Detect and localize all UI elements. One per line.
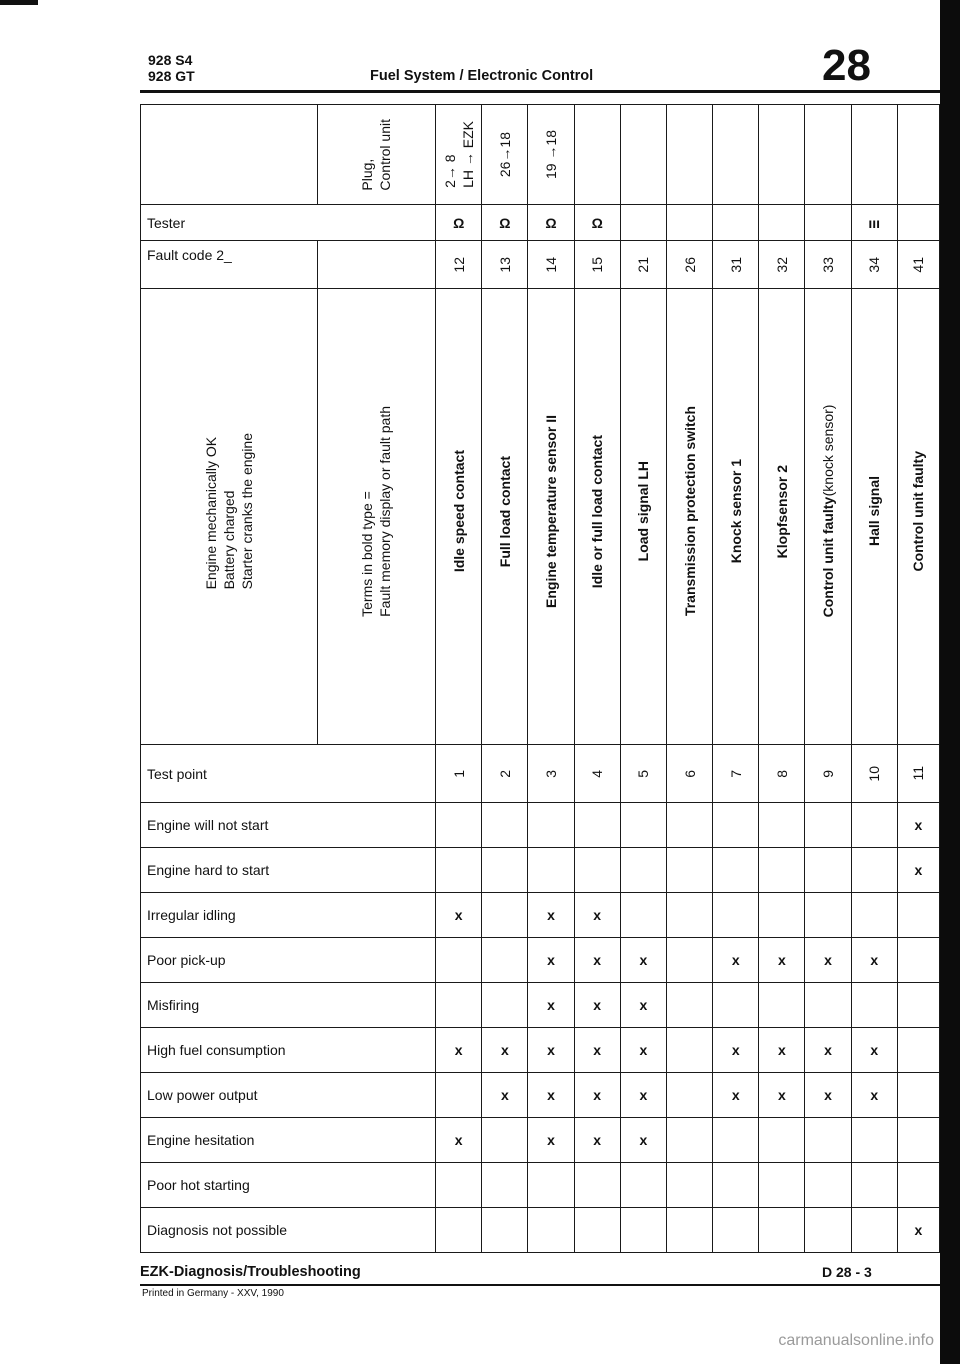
plug-value-cell: [759, 105, 805, 205]
symptom-mark: [436, 983, 482, 1028]
symptom-mark: [666, 983, 712, 1028]
fault-code-cell: [851, 241, 897, 289]
test-point-wrap: [667, 770, 712, 778]
symptom-label: Engine will not start: [141, 803, 436, 848]
component-name-wrap: [713, 459, 758, 573]
symptom-mark: x: [574, 983, 620, 1028]
plug-value-wrap: [436, 121, 481, 188]
component-name: Load signal LH: [635, 461, 652, 562]
symptom-mark: [713, 1163, 759, 1208]
symptom-mark: x: [759, 1073, 805, 1118]
symptom-mark: x: [528, 1028, 574, 1073]
component-cell: [574, 289, 620, 745]
symptom-mark: [851, 848, 897, 893]
tester-mark: Ω: [574, 205, 620, 241]
symptom-mark: x: [528, 893, 574, 938]
plug-value-cell: [666, 105, 712, 205]
symptom-mark: [851, 1118, 897, 1163]
tester-mark: [713, 205, 759, 241]
plug-label-cell: [317, 105, 435, 205]
symptom-mark: [713, 1118, 759, 1163]
symptom-mark: [666, 1028, 712, 1073]
symptom-label: Diagnosis not possible: [141, 1208, 436, 1253]
symptom-mark: [713, 1208, 759, 1253]
symptom-mark: x: [759, 938, 805, 983]
page-number: D 28 - 3: [822, 1264, 872, 1280]
test-point-row: [141, 745, 940, 803]
symptom-mark: [666, 1118, 712, 1163]
component-name: Control unit faulty: [910, 451, 927, 572]
symptom-row: [141, 1163, 940, 1208]
plug-value-cell: [574, 105, 620, 205]
terms-note-cell: [317, 289, 435, 745]
preconditions-text: Engine mechanically OK Battery charged Starter cranks the engine: [202, 433, 255, 590]
component-name-wrap: [805, 405, 850, 627]
test-point: 2: [496, 769, 513, 778]
symptom-label: Low power output: [141, 1073, 436, 1118]
preconditions-text-wrap: [141, 433, 317, 599]
test-point-cell: [897, 745, 939, 803]
symptom-mark: [436, 1163, 482, 1208]
symptom-row: [141, 1073, 940, 1118]
plug-label: Plug, Control unit: [359, 118, 394, 191]
component-cell: [851, 289, 897, 745]
model-line-2: 928 GT: [148, 68, 195, 84]
fault-code: 21: [635, 256, 652, 273]
component-cell: [666, 289, 712, 745]
test-point-cell: [528, 745, 574, 803]
symptom-mark: [805, 1118, 851, 1163]
symptom-mark: x: [574, 938, 620, 983]
fault-code-cell: [713, 241, 759, 289]
fault-code: 26: [681, 256, 698, 273]
symptom-mark: [805, 893, 851, 938]
symptom-row: [141, 848, 940, 893]
fault-code-cell: [528, 241, 574, 289]
symptom-mark: x: [713, 938, 759, 983]
terms-note-text-wrap: [318, 406, 435, 627]
test-point-wrap: [713, 770, 758, 778]
component-name-wrap: [759, 465, 804, 568]
symptom-mark: x: [528, 983, 574, 1028]
test-point: 7: [727, 769, 744, 778]
tester-mark: [759, 205, 805, 241]
tester-mark: [805, 205, 851, 241]
symptom-mark: [620, 1163, 666, 1208]
symptom-mark: x: [436, 893, 482, 938]
test-point-cell: [666, 745, 712, 803]
terms-note-text: Terms in bold type = Fault memory display or fault path: [359, 406, 394, 617]
test-point-cell: [851, 745, 897, 803]
page-title: Fuel System / Electronic Control: [370, 68, 594, 84]
test-point-wrap: [575, 770, 620, 778]
symptom-mark: [805, 983, 851, 1028]
symptom-mark: x: [897, 803, 939, 848]
component-suffix: (knock sensor): [820, 405, 837, 498]
plug-value-cell: [620, 105, 666, 205]
symptom-mark: [897, 1118, 939, 1163]
corner-mark: [0, 0, 38, 5]
plug-row: [141, 105, 940, 205]
symptom-mark: x: [482, 1073, 528, 1118]
symptom-mark: [528, 803, 574, 848]
symptom-mark: x: [436, 1028, 482, 1073]
component-name: Full load contact: [496, 455, 513, 568]
symptom-mark: [759, 1163, 805, 1208]
component-name-wrap: [667, 406, 712, 626]
tester-mark: [620, 205, 666, 241]
symptom-mark: [482, 1163, 528, 1208]
fault-code-wrap: [898, 257, 939, 273]
tester-label: Tester: [141, 205, 436, 241]
symptom-mark: [436, 848, 482, 893]
symptom-mark: [666, 1073, 712, 1118]
symptom-mark: [436, 1073, 482, 1118]
symptom-mark: [482, 848, 528, 893]
print-note: Printed in Germany - XXV, 1990: [142, 1288, 284, 1299]
symptom-mark: x: [805, 1028, 851, 1073]
fault-code-cell: [574, 241, 620, 289]
component-cell: [620, 289, 666, 745]
fault-code-wrap: [621, 257, 666, 273]
symptom-mark: x: [620, 1118, 666, 1163]
symptom-mark: [713, 848, 759, 893]
test-point-wrap: [805, 770, 850, 778]
symptom-mark: [666, 893, 712, 938]
test-point-cell: [574, 745, 620, 803]
symptom-mark: [851, 983, 897, 1028]
fault-code: 34: [866, 256, 883, 273]
symptom-mark: [482, 1208, 528, 1253]
symptom-mark: [482, 1118, 528, 1163]
symptom-mark: [666, 1208, 712, 1253]
symptom-mark: x: [851, 938, 897, 983]
tester-mark: Ω: [528, 205, 574, 241]
symptom-mark: [436, 1208, 482, 1253]
plug-value: 26→18: [496, 131, 513, 178]
symptom-mark: [482, 938, 528, 983]
symptom-row: [141, 983, 940, 1028]
symptom-mark: x: [436, 1118, 482, 1163]
symptom-mark: x: [805, 938, 851, 983]
symptom-mark: [851, 1163, 897, 1208]
symptom-mark: x: [759, 1028, 805, 1073]
symptom-mark: x: [574, 893, 620, 938]
fault-code-wrap: [852, 257, 897, 273]
symptom-mark: x: [620, 983, 666, 1028]
symptom-mark: [851, 1208, 897, 1253]
fault-code-label: Fault code 2_: [141, 241, 318, 289]
symptom-mark: [897, 983, 939, 1028]
symptom-mark: [574, 1208, 620, 1253]
symptom-mark: x: [620, 1028, 666, 1073]
symptom-mark: x: [713, 1073, 759, 1118]
symptom-row: [141, 1208, 940, 1253]
test-point-wrap: [436, 770, 481, 778]
tester-mark: Ω: [436, 205, 482, 241]
fault-code: 33: [820, 256, 837, 273]
component-name: Idle speed contact: [450, 450, 467, 573]
symptom-mark: x: [713, 1028, 759, 1073]
fault-code-cell: [805, 241, 851, 289]
test-point-cell: [482, 745, 528, 803]
symptom-mark: [805, 1208, 851, 1253]
fault-code-wrap: [713, 257, 758, 273]
symptom-mark: [528, 1208, 574, 1253]
tester-row: [141, 205, 940, 241]
symptom-mark: [620, 803, 666, 848]
symptom-mark: [805, 803, 851, 848]
symptom-mark: [897, 938, 939, 983]
fault-code-wrap: [436, 257, 481, 273]
plug-value-wrap: [482, 132, 527, 177]
test-point-wrap: [759, 770, 804, 778]
component-name-wrap: [898, 451, 939, 582]
test-point: 4: [589, 769, 606, 778]
symptom-mark: [759, 848, 805, 893]
symptom-mark: [851, 893, 897, 938]
test-point: 5: [635, 769, 652, 778]
plug-value-wrap: [528, 130, 573, 179]
fault-code-cell: [897, 241, 939, 289]
symptom-mark: [805, 1163, 851, 1208]
footer-rule: [140, 1284, 940, 1286]
symptom-mark: [851, 803, 897, 848]
fault-code-cell: [759, 241, 805, 289]
component-cell: [482, 289, 528, 745]
diagnosis-table: [140, 104, 940, 1253]
symptom-label: Misfiring: [141, 983, 436, 1028]
fault-code: 12: [450, 256, 467, 273]
symptom-mark: [666, 1163, 712, 1208]
symptom-row: [141, 803, 940, 848]
fault-code-wrap: [575, 257, 620, 273]
plug-value-cell: [436, 105, 482, 205]
test-point-wrap: [482, 770, 527, 778]
fault-code-wrap: [805, 257, 850, 273]
tester-mark: [666, 205, 712, 241]
test-point-label: Test point: [141, 745, 436, 803]
component-name-wrap: [852, 476, 897, 556]
symptom-mark: [897, 893, 939, 938]
symptom-mark: [666, 938, 712, 983]
symptom-mark: [620, 1208, 666, 1253]
fault-code-cell: [620, 241, 666, 289]
symptom-label: Poor hot starting: [141, 1163, 436, 1208]
component-name: Control unit faulty(knock sensor): [820, 405, 837, 618]
symptom-mark: [759, 1118, 805, 1163]
symptom-mark: x: [897, 848, 939, 893]
fault-code-cell: [482, 241, 528, 289]
tester-mark: [897, 205, 939, 241]
preconditions-cell: [141, 289, 318, 745]
symptom-row: [141, 1118, 940, 1163]
symptom-mark: [482, 893, 528, 938]
component-name: Transmission protection switch: [681, 406, 698, 617]
fault-code-cell: [666, 241, 712, 289]
symptom-mark: [713, 983, 759, 1028]
test-point: 8: [773, 769, 790, 778]
test-point-wrap: [621, 770, 666, 778]
symptom-mark: x: [897, 1208, 939, 1253]
symptom-mark: x: [574, 1118, 620, 1163]
symptom-label: Engine hesitation: [141, 1118, 436, 1163]
header-rule: [140, 90, 940, 93]
fault-code: 13: [496, 256, 513, 273]
fault-code: 32: [773, 256, 790, 273]
test-point-cell: [436, 745, 482, 803]
fault-code-cell: [436, 241, 482, 289]
test-point-wrap: [898, 766, 939, 781]
footer-title: EZK-Diagnosis/Troubleshooting: [140, 1264, 361, 1280]
symptom-mark: [805, 848, 851, 893]
component-name-wrap: [436, 450, 481, 582]
fault-code-wrap: [759, 257, 804, 273]
symptom-mark: [620, 848, 666, 893]
test-point: 3: [543, 769, 560, 778]
component-name-wrap: [528, 415, 573, 618]
page-edge-bar: [940, 0, 960, 1364]
watermark: carmanualsonline.info: [778, 1332, 934, 1349]
plug-value-cell: [851, 105, 897, 205]
test-point-cell: [759, 745, 805, 803]
symptom-mark: [666, 803, 712, 848]
test-point: 6: [681, 769, 698, 778]
blank-cell: [141, 105, 318, 205]
symptom-mark: x: [805, 1073, 851, 1118]
component-name: Engine temperature sensor II: [543, 415, 560, 608]
symptom-row: [141, 1028, 940, 1073]
fault-code: 41: [910, 256, 927, 273]
plug-value-cell: [528, 105, 574, 205]
symptom-mark: x: [620, 938, 666, 983]
symptom-mark: [759, 893, 805, 938]
symptom-row: [141, 938, 940, 983]
component-row: [141, 289, 940, 745]
test-point: 11: [910, 766, 927, 781]
component-name-wrap: [482, 456, 527, 577]
symptom-mark: [620, 893, 666, 938]
test-point: 1: [450, 769, 467, 778]
component-cell: [897, 289, 939, 745]
plug-value-cell: [805, 105, 851, 205]
component-name: Knock sensor 1: [727, 459, 744, 564]
symptom-label: Engine hard to start: [141, 848, 436, 893]
symptom-mark: x: [851, 1073, 897, 1118]
tester-mark: ııı: [851, 205, 897, 241]
symptom-mark: x: [528, 1073, 574, 1118]
symptom-mark: [482, 983, 528, 1028]
symptom-label: High fuel consumption: [141, 1028, 436, 1073]
component-cell: [805, 289, 851, 745]
test-point-cell: [620, 745, 666, 803]
symptom-mark: [436, 938, 482, 983]
symptom-mark: [897, 1163, 939, 1208]
symptom-mark: [528, 1163, 574, 1208]
tester-mark: Ω: [482, 205, 528, 241]
symptom-mark: x: [482, 1028, 528, 1073]
symptom-mark: x: [574, 1073, 620, 1118]
component-name: Klopfsensor 2: [773, 464, 790, 559]
test-point: 9: [820, 769, 837, 778]
symptom-mark: [574, 803, 620, 848]
fault-code-wrap: [667, 257, 712, 273]
fault-code: 14: [543, 256, 560, 273]
symptom-mark: x: [851, 1028, 897, 1073]
fault-code-wrap: [482, 257, 527, 273]
symptom-mark: [574, 1163, 620, 1208]
plug-value-cell: [482, 105, 528, 205]
test-point-wrap: [528, 770, 573, 778]
component-cell: [528, 289, 574, 745]
symptom-mark: [436, 803, 482, 848]
symptom-mark: [897, 1028, 939, 1073]
symptom-mark: [713, 893, 759, 938]
symptom-mark: x: [574, 1028, 620, 1073]
symptom-mark: [759, 983, 805, 1028]
test-point-cell: [713, 745, 759, 803]
symptom-mark: x: [620, 1073, 666, 1118]
fault-code: 15: [589, 256, 606, 273]
model-designation: [148, 52, 195, 84]
component-name-wrap: [575, 435, 620, 598]
test-point-wrap: [852, 766, 897, 782]
component-name-wrap: [621, 461, 666, 571]
fault-code-row: [141, 241, 940, 289]
component-name: Idle or full load contact: [589, 434, 606, 589]
symptom-mark: [482, 803, 528, 848]
test-point-cell: [805, 745, 851, 803]
blank-cell: [317, 241, 435, 289]
plug-value: 2→ 8 LH → EZK: [441, 121, 476, 188]
symptom-mark: [759, 1208, 805, 1253]
fault-code: 31: [727, 256, 744, 273]
symptom-mark: [759, 803, 805, 848]
symptom-mark: [574, 848, 620, 893]
plug-value: 19 →18: [543, 129, 560, 180]
symptom-mark: x: [528, 1118, 574, 1163]
test-point: 10: [866, 765, 883, 782]
fault-code-wrap: [528, 257, 573, 273]
symptom-label: Irregular idling: [141, 893, 436, 938]
component-cell: [713, 289, 759, 745]
plug-label-wrap: [318, 119, 435, 191]
symptom-mark: [713, 803, 759, 848]
component-name: Hall signal: [866, 476, 883, 547]
symptom-label: Poor pick-up: [141, 938, 436, 983]
plug-value-cell: [713, 105, 759, 205]
symptom-row: [141, 893, 940, 938]
symptom-mark: [897, 1073, 939, 1118]
symptom-mark: x: [528, 938, 574, 983]
model-line-1: 928 S4: [148, 52, 193, 68]
component-cell: [759, 289, 805, 745]
component-cell: [436, 289, 482, 745]
symptom-mark: [666, 848, 712, 893]
plug-value-cell: [897, 105, 939, 205]
chapter-number: 28: [822, 41, 871, 90]
symptom-mark: [528, 848, 574, 893]
